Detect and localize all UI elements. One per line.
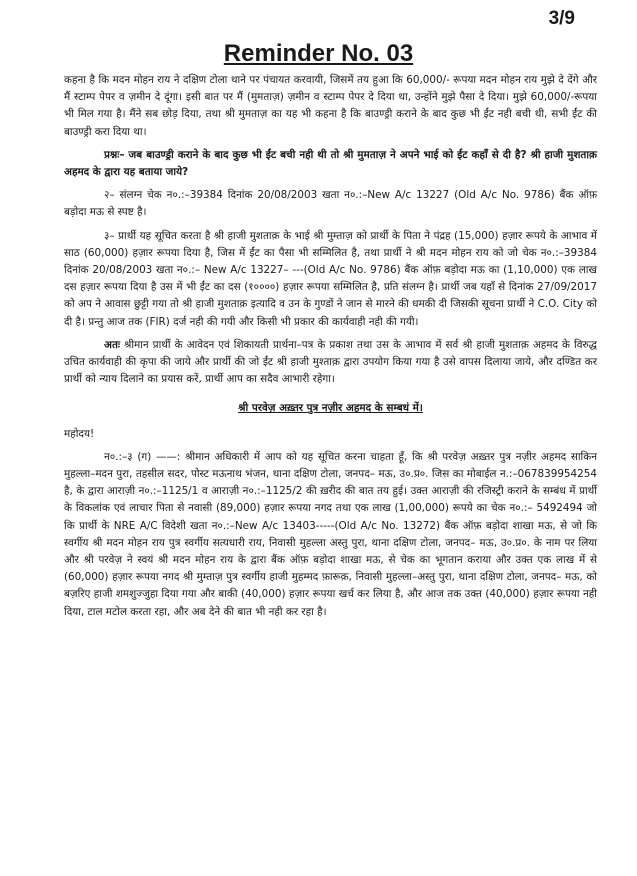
document-body <box>64 72 597 627</box>
request-lead: अतः <box>104 338 120 351</box>
section-heading <box>64 400 597 417</box>
request-text: श्रीमान प्रार्थी के आवेदन एवं शिकायती प्रार्थना–पत्र के प्रकाश तथा उस के आभाव में सर्व श्री हाजी मुशताक़ अहमद के विरुद्ध उचित कार्यवाही की कृपा की जाये और प्रार्थी की जो ईंट श्री हाजी मुश्ताक़ द्वारा उपयोग किया गया है उसे वापस दिलाया जाये, और दण्डित कर प्रार्थी को न्याय दिलाने का प्रयास करें, प्रार्थी आप का सदैव आभारी रहेगा। <box>64 338 597 386</box>
page-number: 3/9 <box>548 8 575 29</box>
section-heading-text: श्री परवेज़ अख़्तर पुत्र नज़ीर अहमद के सम्बधं में। <box>238 402 423 415</box>
intro-paragraph: कहना है कि मदन मोहन राय ने दक्षिण टोला थाने पर पंचायत करवायी, जिसमें तय हुआ कि 60,000/- रूपया मदन मोहन राय मुझे दे देंगे और मैं स्टाम्प पेपर व ज़मीन दे दूंगा। इसी बात पर मैं (मुमताज़) ज़मीन व स्टाम्प पेपर दे दिया था, उन्होंने मुझे पैसा दे दिया। मुझे 60,000/-रूपया भी मिल गया है। मैंने सब छोड़ दिया, तथा श्री मुमताज़ का यह भी कहना है कि बाउण्ड्री कराने के बाद कुछ भी ईंट नही बची थी, सभी ईंट की बाउण्ड्री करा दिया था। <box>64 74 597 138</box>
title-text: Reminder No. 03 <box>223 40 414 67</box>
question-paragraph: प्रश्नः– जब बाउण्ड्री कराने के बाद कुछ भी ईंट बची नही थी तो श्री मुमताज़ ने अपने भाई को ईंट कहाँ से दी है? श्री हाजी मुशताक़ अहमद के द्वारा यह बताया जाये? <box>64 148 597 179</box>
point-3g-paragraph: न०.:–३ (ग) ——: श्रीमान अधिकारी में आप को यह सूचित करना चाहता हूँ, कि श्री परवेज़ अख़्तर पुत्र नज़ीर अहमद साकिन मुहल्ला–मदन पुरा, तहसील सदर, पोस्ट मऊनाथ भंजन, थाना दक्षिण टोला, जनपद– मऊ, उ०.प्र०. जिस का मोबाईल न.:–067839954254 है, के द्वारा आराज़ी न०.:–1125/1 व आराज़ी न०.:–1125/2 की ख़रीद की बात तय हुई। उक्त आराज़ी की रजिस्ट्री कराने के सम्बंध में प्रार्थी के विकलांक एवं लाचार पिता से नवासी (89,000) हज़ार रूपया नगद तथा एक लाख (1,00,000) रूपये का चेक न०.:– 5492494 जो कि प्रार्थी के NRE A/C विदेशी खता न०.:–New A/c 13403-----(Old A/c No. 13272) बैंक ऑफ़ बड़ोदा शाखा मऊ, से जो कि स्वर्गीय श्री मदन मोहन राय पुत्र स्वर्गीय सत्यधारी राय, निवासी मुहल्ला अस्तु पुरा, थाना दक्षिण टोला, जनपद– मऊ, उ०.प्र०. के नाम पर लिया और श्री परवेज़ ने स्वयं श्री मदन मोहन राय के द्वारा बैंक ऑफ़ बड़ोदा शाखा मऊ, से चेक का भूगतान कराया और उक्त एक लाख में से (60,000) हज़ार रूपया नगद श्री मुम्ताज़ पुत्र स्वर्गीय हाजी मुहम्मद फ़ारूक़, निवासी मुहल्ला–अस्तु पुरा, थाना दक्षिण टोला, जनपद– मऊ, को बज़रिए हाजी शमशुज्जुहा दिया गया और बाकी (40,000) हज़ार रूपया खर्च कर लिया है, और आज तक उक्त (40,000) हज़ार रूपया नही दिया, टाल मटोल करता रहा, और अब देने की बात भी नही कर रहा है। <box>64 450 597 618</box>
page-title <box>0 40 637 68</box>
salutation: महोदय! <box>64 427 95 440</box>
point-2-paragraph: २– संलग्न चेक न०.:–39384 दिनांक 20/08/2003 खता न०.:–New A/c 13227 (Old A/c No. 9786) बैंक ऑफ़ बड़ोदा मऊ से स्पष्ट है। <box>64 189 597 219</box>
point-3-paragraph: ३– प्रार्थी यह सूचित करता है श्री हाजी मुशताक़ के भाई श्री मुम्ताज़ को प्रार्थी के पिता ने पंद्रह (15,000) हज़ार रूपये के आभाव में साठ (60,000) हज़ार रूपया दिया है, जिस में ईंट का पैसा भी सम्मिलित है, तथा प्रार्थी ने श्री मदन मोहन राय को जो चेक न०.:–39384 दिनांक 20/08/2003 खता न०.:– New A/c 13227– ---(Old A/c No. 9786) बैंक ऑफ़ बड़ोदा मऊ का (1,10,000) एक लाख दस हज़ार रूपया दिया है उस में भी ईंट का दस (१००००) हज़ार रूपया सम्मिलित है, प्रति संलग्न है। प्रार्थी जब यहाँ से दिनांक 27/09/2017 को अप ने आवास छुट्टी गया तो श्री हाजी मुशताक़ इत्यादि व उन के गुण्डों ने जान से मारने की धमकी दी जिसकी सूचना प्रार्थी ने C.O. City को दी है। प्रन्तु आज तक (FIR) दर्ज नही की गयी और किसी भी प्रकार की कार्यवाही नही की गयी। <box>64 229 597 328</box>
request-paragraph <box>64 337 597 389</box>
